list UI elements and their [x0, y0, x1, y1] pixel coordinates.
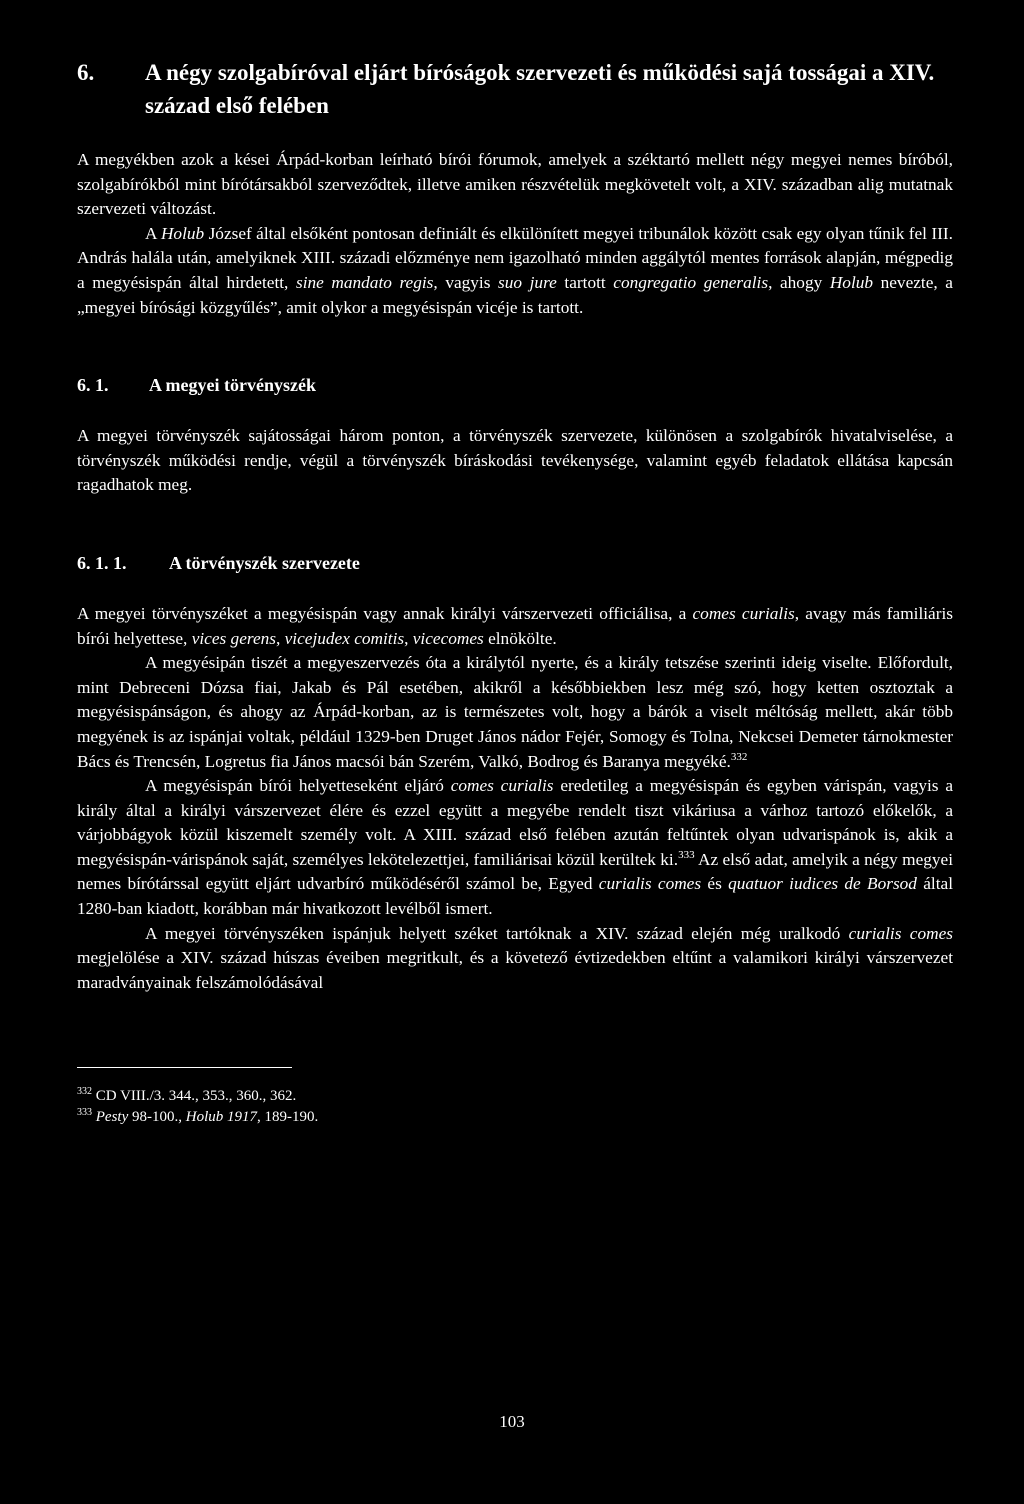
footnote-marker: 332	[77, 1086, 92, 1098]
italic-term: vicejudex comitis	[284, 628, 405, 648]
italic-term: Holub	[160, 223, 205, 243]
italic-term: Holub	[829, 272, 874, 292]
footnote-reference: 333	[678, 849, 695, 862]
footnote-text: CD VIII./3. 344., 353., 360., 362.	[95, 1088, 297, 1105]
italic-term: vices gerens	[191, 628, 276, 648]
subsection-number: 6. 1. 1.	[77, 552, 127, 573]
italic-term: Holub 1917	[185, 1109, 257, 1126]
chapter-title: A négy szolgabíróval eljárt bíróságok szervezeti és működési sajá tosságai a XIV. század első felében	[145, 60, 935, 118]
chapter-number: 6.	[77, 60, 95, 85]
intro-paragraph-2: A Holub József által elsőként pontosan definiált és elkülönített megyei tribunálok között csak egy olyan tűnik fel III. András halála után, amelyiknek XIII. századi előzménye nem igazolható minden aggálytól mentes források alapján, mégpedig a megyésispán által hirdetett, sine mandato regis, vagyis suo jure tartott congregatio generalis, ahogy Holub nevezte, a „megyei bírósági közgyűlés”, amit olykor a megyésispán vicéje is tartott.	[77, 223, 953, 317]
subsection-paragraph-1: A megyei törvényszéket a megyésispán vagy annak királyi várszervezeti officiálisa, a comes curialis, avagy más familiáris bírói helyettese, vices gerens, vicejudex comitis, vicecomes elnökölte.	[77, 603, 954, 648]
italic-term: curialis comes	[848, 923, 953, 943]
italic-term: vicecomes	[412, 628, 484, 648]
italic-term: comes curialis	[692, 603, 795, 623]
italic-term: suo jure	[498, 272, 557, 292]
subsection-paragraph-3: A megyésispán bírói helyetteseként eljáró comes curialis eredetileg a megyésispán és egyben várispán, vagyis a király által a királyi várszervezet élére és ezzel együtt a megyébe rendelt tiszt vikáriusa a várhoz tartozó előkelők, a várjobbágyok közül kiszemelt személy volt. A XIII. század első felében azután feltűntek olyan udvarispánok is, akik a megyésispán-várispánok saját, személyes lekötelezettjei, familiárisai közül kerültek ki.$^{333}$ Az első adat, amelyik a négy megyei nemes bírótárssal együtt eljárt udvarbíró működéséről számol be, Egyed curialis comes és quatuor iudices de Borsod által 1280-ban kiadott, korábban már hivatkozott levélből ismert.	[77, 776, 954, 919]
section-title: A megyei törvényszék	[149, 375, 316, 396]
footnote-332	[77, 1086, 953, 1107]
section-heading	[77, 372, 953, 398]
subsection-paragraph-2: A megyésipán tiszét a megyeszervezés óta a királytól nyerte, és a király tetszése szerinti ideig viselte. Előfordult, mint Debreceni Dózsa fiai, Jakab és Pál esetében, akikről a későbbiekben lesz még szó, hogy ketten osztoztak a megyésispánságon, és ahogy az Árpád-korban, az is természetes volt, hogy a bárók a viselt méltóság mellett, akár több megyének is az ispánjai voltak, például 1329-ben Druget János nádor Fejér, Somogy és Tolna, Nekcsei Demeter tárnokmester Bács és Trencsén, Logretus fia János macsói bán Szerém, Valkó, Bodrog és Baranya megyéké.$^{332}$	[77, 653, 953, 771]
footnote-333	[77, 1107, 953, 1128]
page-number: 103	[499, 1412, 525, 1431]
italic-term: quatuor iudices de Borsod	[728, 874, 917, 894]
footnote-text: Pesty 98-100., Holub 1917, 189-190.	[95, 1109, 319, 1126]
section-number: 6. 1.	[77, 375, 109, 396]
italic-term: congregatio generalis	[613, 272, 769, 292]
section-paragraph-1: A megyei törvényszék sajátosságai három ponton, a törvényszék szervezete, különösen a szolgabírók hivatalviselése, a törvényszék működési rendje, végül a törvényszék bíráskodási tevékenysége, valamint egyéb feladatok ellátása kapcsán ragadhatok meg.	[77, 426, 953, 495]
footnote-reference: 332	[730, 750, 748, 763]
subsection-title: A törvényszék szervezete	[169, 552, 360, 573]
chapter-heading	[77, 56, 953, 122]
footnote-marker: 333	[77, 1107, 92, 1119]
italic-term: comes curialis	[450, 776, 554, 796]
footnote-divider	[77, 1067, 292, 1068]
document-page	[77, 56, 953, 1128]
subsection-paragraph-4: A megyei törvényszéken ispánjuk helyett széket tartóknak a XIV. század elején még uralkodó curialis comes megjelölése a XIV. század húszas éveiben megritkult, és a követező évtizedekben eltűnt a valamikori királyi várszervezet maradványainak felszámolódásával	[77, 923, 953, 992]
subsection-heading	[77, 550, 953, 576]
intro-paragraph-1: A megyékben azok a kései Árpád-korban leírható bírói fórumok, amelyek a széktartó mellett négy megyei nemes bíróból, szolgabírókból mint bírótársakból szerveződtek, illetve amiken részvételük megkövetelt volt, a XIV. században alig mutatnak szervezeti változást.	[77, 150, 953, 219]
italic-term: sine mandato regis	[295, 272, 434, 292]
italic-term: curialis comes	[598, 874, 702, 894]
italic-term: Pesty	[95, 1109, 129, 1126]
footnotes	[77, 1086, 953, 1128]
